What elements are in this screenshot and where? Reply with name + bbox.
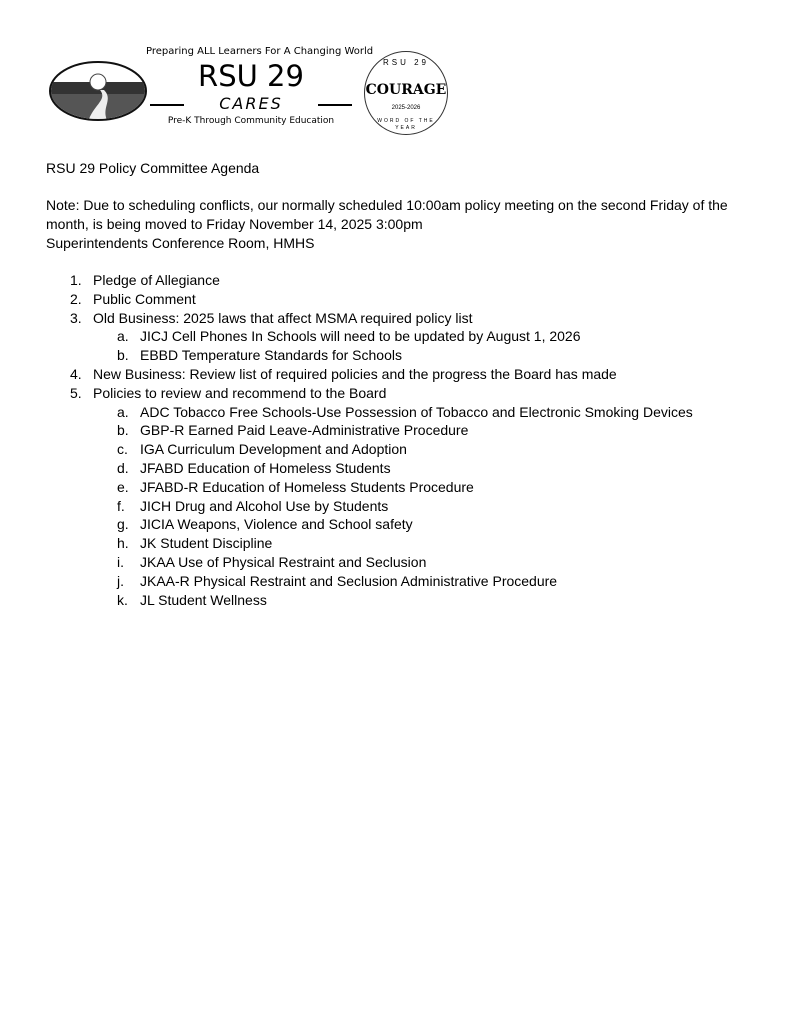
divider: [318, 104, 352, 106]
agenda-subitem-number: b.: [117, 422, 129, 439]
org-name: RSU 29: [198, 59, 304, 93]
seal-years: 2025-2026: [391, 105, 421, 111]
agenda-subitem-number: a.: [117, 328, 129, 345]
agenda-subitem: JICIA Weapons, Violence and School safety: [140, 516, 413, 533]
note-line-1: Note: Due to scheduling conflicts, our normally scheduled 10:00am policy meeting on the second Friday of the: [46, 197, 728, 213]
cares-text: CARES: [219, 94, 283, 113]
agenda-subitem-number: g.: [117, 516, 129, 533]
tagline: Preparing ALL Learners For A Changing World: [146, 46, 374, 57]
seal-bottom: WORD OF THE YEAR: [377, 118, 435, 131]
agenda-subitem: EBBD Temperature Standards for Schools: [140, 347, 402, 364]
agenda-subitem: JKAA Use of Physical Restraint and Seclusion: [140, 554, 427, 570]
agenda-item-number: 4.: [70, 366, 82, 382]
agenda-subitem: JICJ Cell Phones In Schools will need to be updated by August 1, 2026: [140, 328, 581, 345]
landscape-logo-icon: [48, 60, 148, 122]
agenda-subitem-number: k.: [117, 591, 128, 608]
agenda-item-number: 1.: [70, 272, 82, 288]
agenda-subitem: ADC Tobacco Free Schools-Use Possession of Tobacco and Electronic Smoking Devices: [140, 403, 693, 420]
courage-seal: [364, 51, 448, 135]
agenda-subitem: JKAA-R Physical Restraint and Seclusion Administrative Procedure: [140, 572, 558, 589]
agenda-item: Old Business: 2025 laws that affect MSMA required policy list: [93, 309, 473, 326]
agenda-item-number: 5.: [70, 384, 82, 401]
agenda-subitem: JK Student Discipline: [140, 535, 273, 552]
agenda-item: Policies to review and recommend to the Board: [93, 384, 387, 401]
agenda-item: New Business: Review list of required policies and the progress the Board has made: [93, 366, 617, 382]
agenda-subitem-number: c.: [117, 441, 128, 458]
agenda-subitem-number: b.: [117, 347, 129, 364]
agenda-subitem: JICH Drug and Alcohol Use by Students: [140, 497, 389, 514]
seal-top: RSU 29: [382, 58, 429, 67]
agenda-title: RSU 29 Policy Committee Agenda: [46, 160, 260, 176]
agenda-subitem-number: e.: [117, 478, 129, 495]
agenda-subitem: IGA Curriculum Development and Adoption: [140, 441, 407, 458]
divider: [150, 104, 184, 106]
meeting-location: Superintendents Conference Room, HMHS: [46, 235, 315, 251]
agenda-subitem-number: f.: [117, 497, 125, 514]
letterhead: [46, 46, 466, 146]
agenda-item: Public Comment: [93, 290, 196, 307]
agenda-item-number: 2.: [70, 290, 82, 307]
note-line-2: month, is being moved to Friday November 14, 2025 3:00pm: [46, 216, 423, 232]
agenda-subitem: JL Student Wellness: [140, 591, 267, 608]
subtitle: Pre-K Through Community Education: [167, 116, 335, 126]
agenda-subitem: JFABD Education of Homeless Students: [140, 460, 391, 476]
agenda-subitem-number: j.: [117, 572, 124, 589]
agenda-subitem-number: i.: [117, 554, 124, 570]
agenda-subitem: GBP-R Earned Paid Leave-Administrative Procedure: [140, 422, 469, 439]
agenda-subitem-number: h.: [117, 535, 129, 552]
seal-word: COURAGE: [365, 82, 447, 98]
agenda-subitem-number: d.: [117, 460, 129, 476]
agenda-item: Pledge of Allegiance: [93, 272, 220, 288]
agenda-subitem: JFABD-R Education of Homeless Students Procedure: [140, 478, 474, 495]
agenda-item-number: 3.: [70, 309, 82, 326]
agenda-subitem-number: a.: [117, 403, 129, 420]
